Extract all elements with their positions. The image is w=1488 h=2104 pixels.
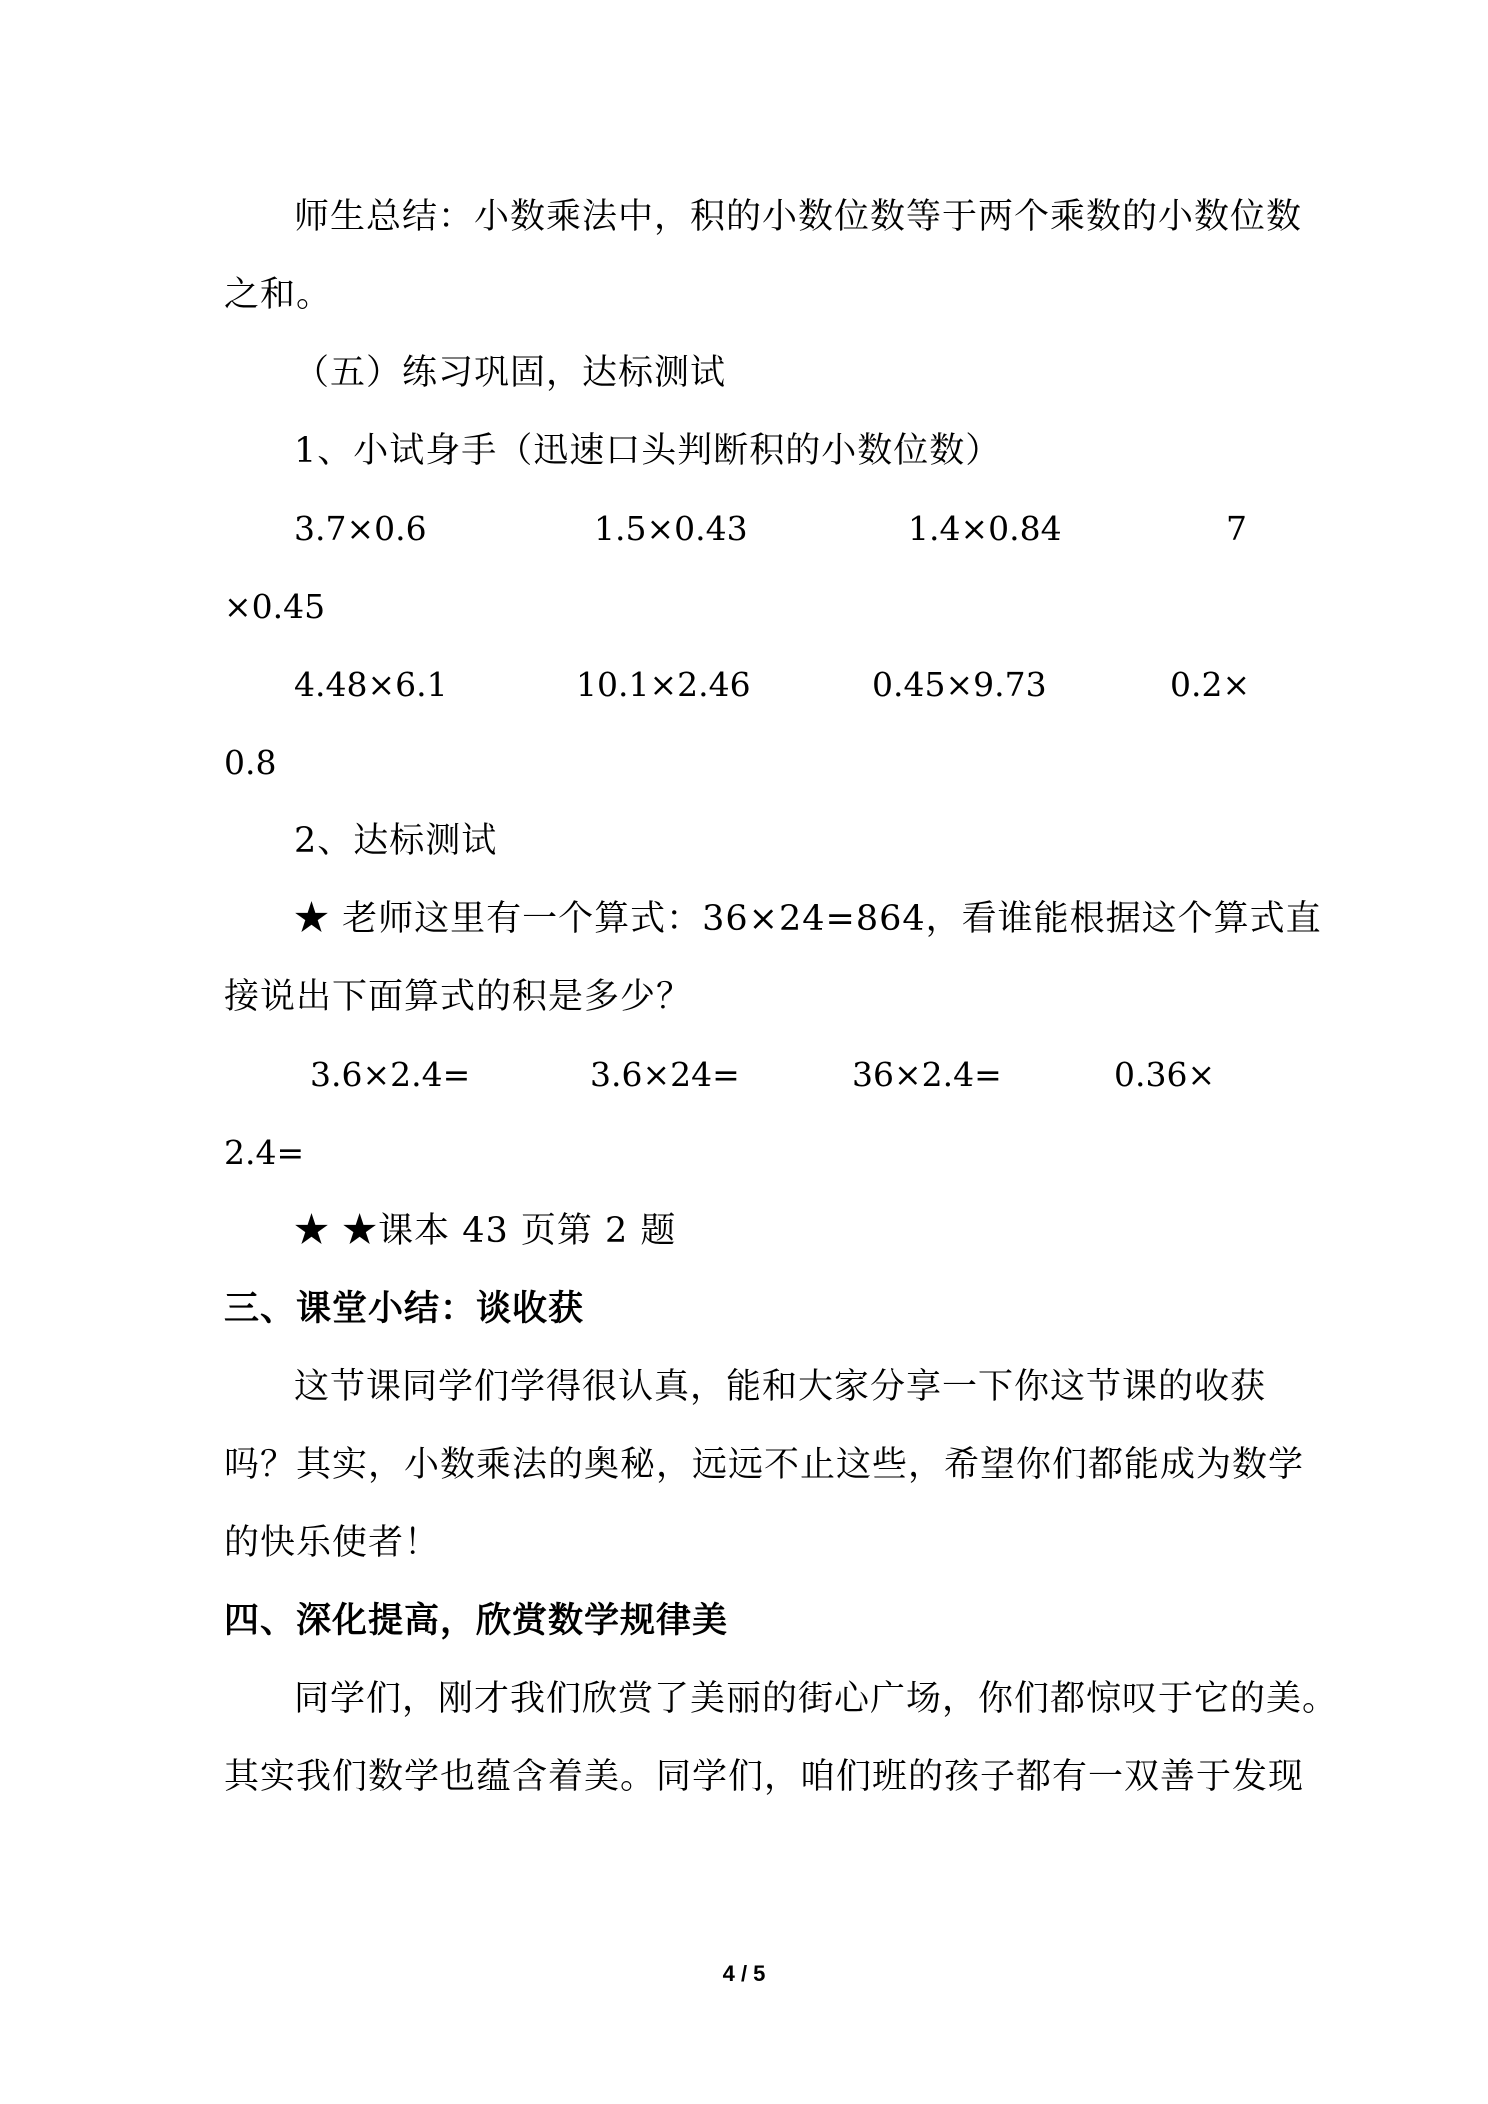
exercise-2-star-line-2: 接说出下面算式的积是多少？: [224, 977, 693, 1017]
section-3-line-1: 这节课同学们学得很认真，能和大家分享一下你这节课的收获: [294, 1367, 1267, 1407]
exercise-1-expr-6: 10.1×2.46: [576, 665, 751, 704]
exercise-1-expr-7: 0.45×9.73: [872, 665, 1047, 704]
exercise-1-expr-4-wrap: ×0.45: [224, 587, 326, 626]
exercise-2-textbook-line: ★ ★课本 43 页第 2 题: [294, 1211, 677, 1251]
exercise-1-expr-3: 1.4×0.84: [908, 509, 1062, 548]
exercise-1-expr-2: 1.5×0.43: [594, 509, 748, 548]
page-number: 4 / 5: [722, 1961, 766, 1986]
section-3-heading: 三、课堂小结：谈收获: [224, 1289, 585, 1329]
section-5-title: （五）练习巩固，达标测试: [294, 353, 727, 393]
exercise-1-expr-1: 3.7×0.6: [294, 509, 427, 548]
exercise-1-title: 1、小试身手（迅速口头判断积的小数位数）: [294, 431, 1002, 471]
summary-line-2: 之和。: [224, 275, 333, 315]
section-4-line-2: 其实我们数学也蕴含着美。同学们，咱们班的孩子都有一双善于发现: [224, 1757, 1305, 1797]
exercise-1-expr-4: 7: [1226, 509, 1247, 548]
section-3-line-3: 的快乐使者！: [224, 1523, 441, 1563]
exercise-1-expr-8-wrap: 0.8: [224, 743, 277, 782]
exercise-1-expr-8: 0.2×: [1170, 665, 1251, 704]
exercise-2-expr-4-wrap: 2.4=: [224, 1133, 305, 1172]
section-3-line-2: 吗？其实，小数乘法的奥秘，远远不止这些，希望你们都能成为数学: [224, 1445, 1305, 1485]
summary-line-1: 师生总结：小数乘法中，积的小数位数等于两个乘数的小数位数: [294, 197, 1303, 237]
section-4-line-1: 同学们，刚才我们欣赏了美丽的街心广场，你们都惊叹于它的美。: [294, 1679, 1339, 1719]
exercise-2-expr-3: 36×2.4=: [852, 1055, 1002, 1094]
exercise-2-star-line-1: ★ 老师这里有一个算式：36×24=864，看谁能根据这个算式直: [294, 899, 1322, 939]
exercise-2-title: 2、达标测试: [294, 821, 498, 861]
exercise-2-expr-1: 3.6×2.4=: [310, 1055, 471, 1094]
exercise-2-expr-2: 3.6×24=: [590, 1055, 740, 1094]
exercise-1-expr-5: 4.48×6.1: [294, 665, 448, 704]
section-4-heading: 四、深化提高，欣赏数学规律美: [224, 1601, 729, 1641]
exercise-2-expr-4: 0.36×: [1114, 1055, 1216, 1094]
